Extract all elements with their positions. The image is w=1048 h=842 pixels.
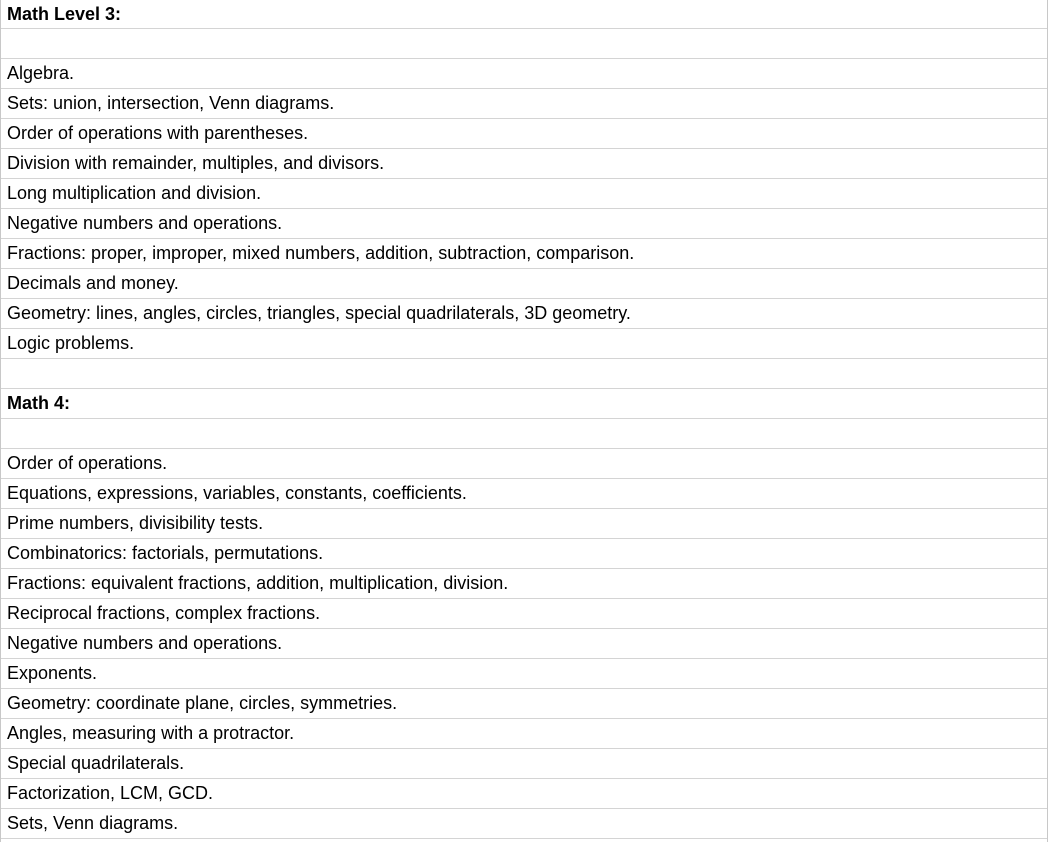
cell-row-6[interactable] <box>1 149 1047 179</box>
cell-row-12[interactable] <box>1 329 1047 359</box>
cell-text: Exponents. <box>7 663 98 683</box>
cell-text: Prime numbers, divisibility tests. <box>7 513 264 533</box>
cell-row-21[interactable] <box>1 599 1047 629</box>
cell-text: Factorization, LCM, GCD. <box>7 783 214 803</box>
cell-text: Sets: union, intersection, Venn diagrams. <box>7 93 335 113</box>
cell-row-16[interactable] <box>1 449 1047 479</box>
cell-row-23[interactable] <box>1 659 1047 689</box>
cell-row-24[interactable] <box>1 689 1047 719</box>
cell-text: Fractions: equivalent fractions, addition, multiplication, division. <box>7 573 509 593</box>
cell-row-22[interactable] <box>1 629 1047 659</box>
cell-row-27[interactable] <box>1 779 1047 809</box>
cell-text: Geometry: coordinate plane, circles, symmetries. <box>7 693 398 713</box>
cell-row-13[interactable] <box>1 359 1047 389</box>
cell-text: Order of operations. <box>7 453 168 473</box>
cell-text: Math Level 3: <box>7 4 122 24</box>
cell-text: Geometry: lines, angles, circles, triangles, special quadrilaterals, 3D geometry. <box>7 303 631 323</box>
cell-row-20[interactable] <box>1 569 1047 599</box>
cell-row-14[interactable] <box>1 389 1047 419</box>
cell-text: Logic problems. <box>7 333 135 353</box>
cell-row-25[interactable] <box>1 719 1047 749</box>
cell-row-15[interactable] <box>1 419 1047 449</box>
cell-text: Reciprocal fractions, complex fractions. <box>7 603 321 623</box>
cell-row-7[interactable] <box>1 179 1047 209</box>
cell-row-19[interactable] <box>1 539 1047 569</box>
cell-row-26[interactable] <box>1 749 1047 779</box>
cell-row-18[interactable] <box>1 509 1047 539</box>
cell-row-11[interactable] <box>1 299 1047 329</box>
cell-text: Order of operations with parentheses. <box>7 123 309 143</box>
cell-text: Decimals and money. <box>7 273 179 293</box>
cell-text: Division with remainder, multiples, and divisors. <box>7 153 385 173</box>
cell-row-2[interactable] <box>1 29 1047 59</box>
cell-row-5[interactable] <box>1 119 1047 149</box>
cell-text: Math 4: <box>7 393 70 413</box>
cell-row-3[interactable] <box>1 59 1047 89</box>
cell-text: Long multiplication and division. <box>7 183 262 203</box>
cell-row-4[interactable] <box>1 89 1047 119</box>
cell-text: Algebra. <box>7 63 75 83</box>
cell-text: Negative numbers and operations. <box>7 213 283 233</box>
cell-text: Combinatorics: factorials, permutations. <box>7 543 324 563</box>
cell-row-9[interactable] <box>1 239 1047 269</box>
cell-text: Negative numbers and operations. <box>7 633 283 653</box>
cell-row-8[interactable] <box>1 209 1047 239</box>
cell-row-17[interactable] <box>1 479 1047 509</box>
cell-text: Fractions: proper, improper, mixed numbers, addition, subtraction, comparison. <box>7 243 635 263</box>
cell-row-1[interactable] <box>1 0 1047 29</box>
cell-text: Sets, Venn diagrams. <box>7 813 179 833</box>
cell-row-10[interactable] <box>1 269 1047 299</box>
cell-text: Equations, expressions, variables, constants, coefficients. <box>7 483 467 503</box>
cell-text: Angles, measuring with a protractor. <box>7 723 295 743</box>
cell-row-28[interactable] <box>1 809 1047 839</box>
cell-text: Special quadrilaterals. <box>7 753 185 773</box>
